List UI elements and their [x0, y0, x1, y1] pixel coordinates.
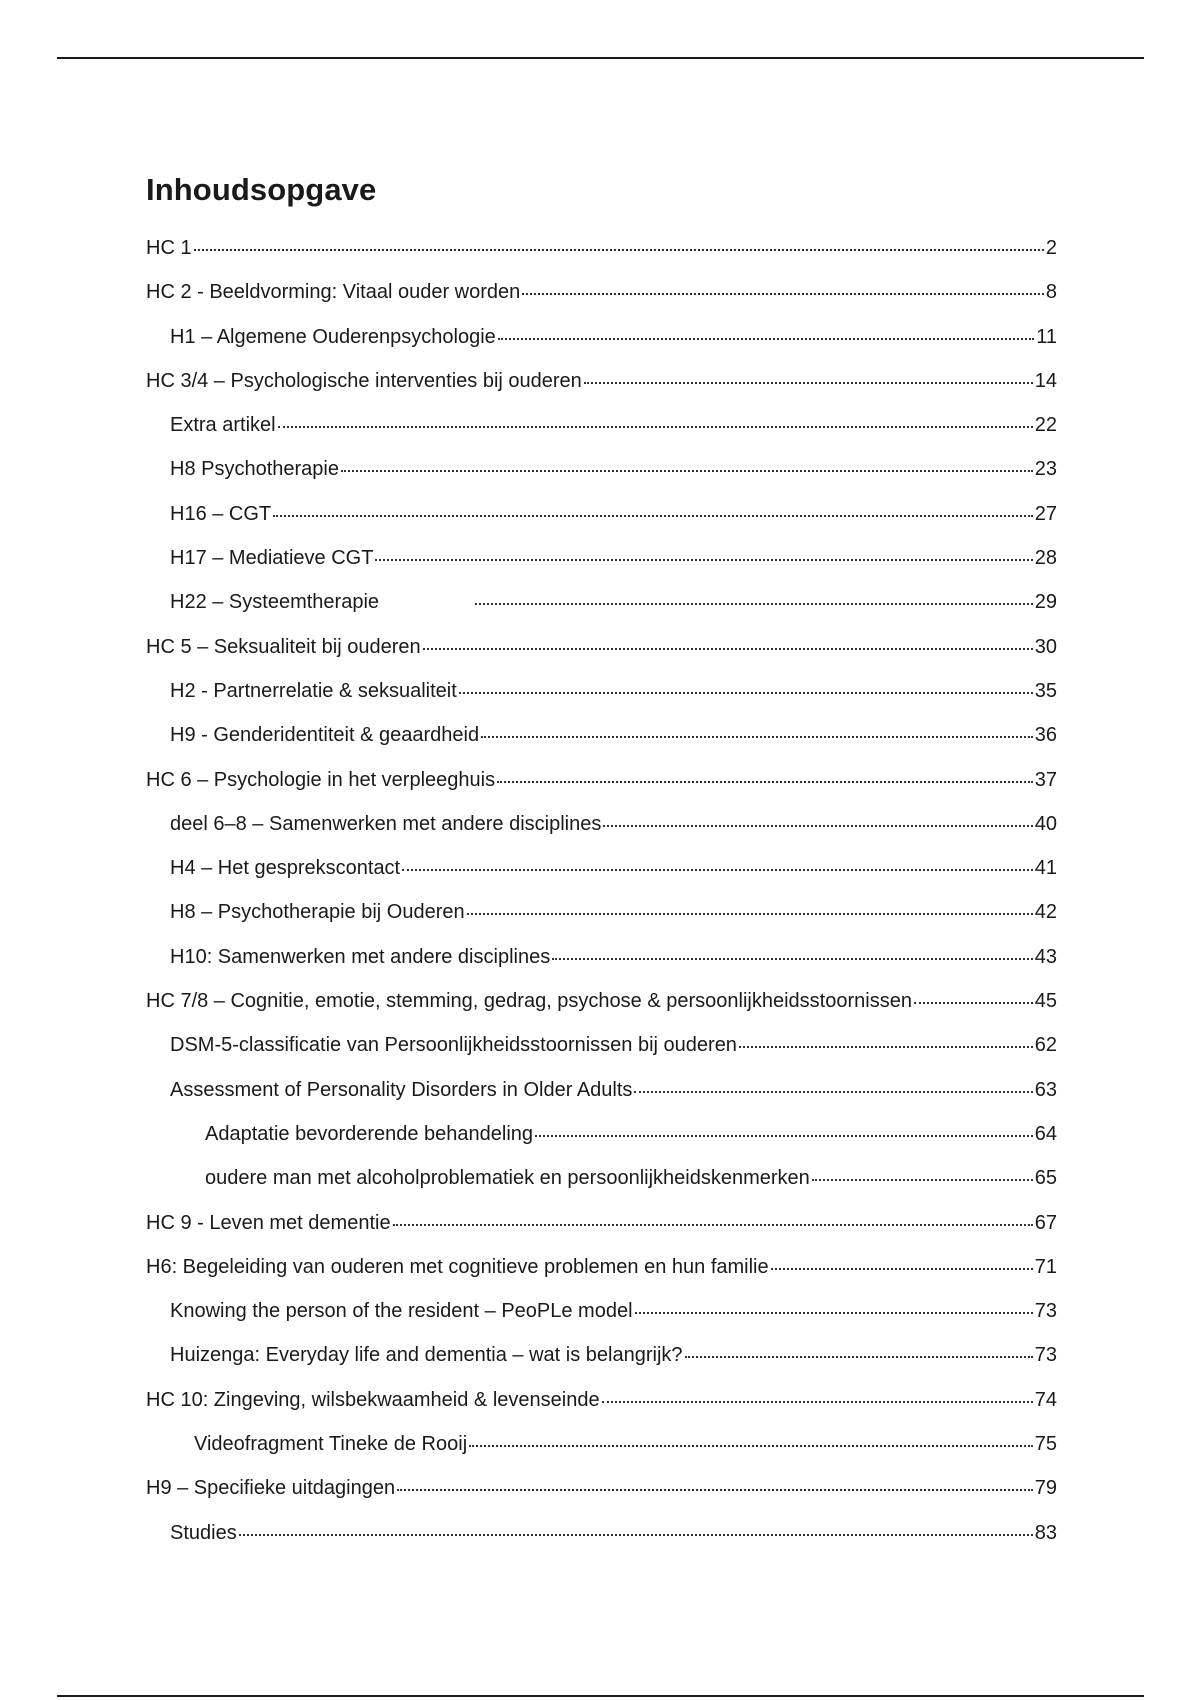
toc-entry-label: H6: Begeleiding van ouderen met cognitieve problemen en hun familie	[146, 1255, 769, 1278]
toc-entry[interactable]	[146, 1333, 1057, 1377]
toc-entry-label: H22 – Systeemtherapie	[170, 591, 380, 614]
toc-entry-page: 45	[1034, 990, 1057, 1013]
toc-entry-page: 74	[1034, 1388, 1057, 1411]
toc-entry[interactable]	[146, 758, 1057, 802]
toc-entry-page: 79	[1034, 1477, 1057, 1500]
toc-entry[interactable]	[146, 1156, 1057, 1200]
toc-entry-page: 36	[1034, 724, 1057, 747]
toc-entry[interactable]	[146, 1289, 1057, 1333]
toc-dot-leader	[535, 1135, 1033, 1137]
toc-dot-leader	[475, 603, 1033, 605]
toc-entry[interactable]	[146, 625, 1057, 669]
toc-entry-page: 8	[1045, 281, 1057, 304]
toc-entry-page: 29	[1034, 591, 1057, 614]
toc-entry[interactable]	[146, 1245, 1057, 1289]
toc-entry-label: HC 7/8 – Cognitie, emotie, stemming, gedrag, psychose & persoonlijkheidsstoornissen	[146, 990, 912, 1013]
toc-entry[interactable]	[146, 1511, 1057, 1555]
toc-entry-page: 40	[1034, 812, 1057, 835]
toc-entry[interactable]	[146, 1023, 1057, 1067]
header-rule	[57, 57, 1144, 59]
toc-entry[interactable]	[146, 315, 1057, 359]
toc-entry[interactable]	[146, 580, 1057, 624]
toc-entry[interactable]	[146, 492, 1057, 536]
toc-entry-label: HC 6 – Psychologie in het verpleeghuis	[146, 768, 496, 791]
toc-entry[interactable]	[146, 1068, 1057, 1112]
toc-entry-label: H2 - Partnerrelatie & seksualiteit	[170, 679, 457, 702]
toc-entry-page: 41	[1034, 857, 1057, 880]
toc-entry-page: 35	[1034, 679, 1057, 702]
toc-entry[interactable]	[146, 1201, 1057, 1245]
toc-entry[interactable]	[146, 447, 1057, 491]
toc-entry[interactable]	[146, 713, 1057, 757]
toc-dot-leader	[194, 249, 1044, 251]
toc-entry-page: 14	[1034, 369, 1057, 392]
toc-entry-page: 65	[1034, 1167, 1057, 1190]
toc-entry[interactable]	[146, 1466, 1057, 1510]
toc-entry-page: 73	[1034, 1344, 1057, 1367]
toc-entry-label: Assessment of Personality Disorders in Older Adults	[170, 1078, 633, 1101]
table-of-contents	[146, 168, 1057, 1555]
toc-dot-leader	[375, 559, 1032, 561]
toc-title: Inhoudsopgave	[146, 172, 377, 207]
toc-entry-page: 23	[1034, 458, 1057, 481]
toc-entry-page: 73	[1034, 1300, 1057, 1323]
toc-dot-leader	[685, 1356, 1033, 1358]
toc-entry[interactable]	[146, 1378, 1057, 1422]
toc-entry-label: HC 2 - Beeldvorming: Vitaal ouder worden	[146, 281, 521, 304]
toc-dot-leader	[497, 781, 1033, 783]
toc-dot-leader	[739, 1046, 1033, 1048]
toc-entry-label: deel 6–8 – Samenwerken met andere disciplines	[170, 812, 602, 835]
toc-list	[146, 226, 1057, 1555]
toc-entry[interactable]	[146, 890, 1057, 934]
toc-dot-leader	[278, 426, 1033, 428]
toc-entry-label: oudere man met alcoholproblematiek en persoonlijkheidskenmerken	[205, 1167, 810, 1190]
toc-dot-leader	[914, 1002, 1033, 1004]
toc-entry-page: 30	[1034, 635, 1057, 658]
toc-dot-leader	[771, 1268, 1033, 1270]
toc-entry-label: HC 3/4 – Psychologische interventies bij ouderen	[146, 369, 582, 392]
toc-entry-page: 62	[1034, 1034, 1057, 1057]
toc-entry-page: 64	[1034, 1122, 1057, 1145]
toc-dot-leader	[498, 338, 1034, 340]
toc-entry-label: HC 1	[146, 237, 192, 259]
toc-entry[interactable]	[146, 270, 1057, 314]
toc-entry-label: Videofragment Tineke de Rooij	[194, 1433, 468, 1456]
toc-entry-label: H8 Psychotherapie	[170, 458, 339, 481]
toc-entry-page: 67	[1034, 1211, 1057, 1234]
toc-dot-leader	[467, 913, 1033, 915]
toc-entry[interactable]	[146, 669, 1057, 713]
toc-entry-page: 37	[1034, 768, 1057, 791]
toc-entry-page: 43	[1034, 945, 1057, 968]
toc-dot-leader	[634, 1091, 1032, 1093]
toc-dot-leader	[522, 293, 1044, 295]
toc-dot-leader	[584, 382, 1033, 384]
toc-entry-page: 28	[1034, 547, 1057, 570]
toc-entry-page: 42	[1034, 901, 1057, 924]
toc-dot-leader	[239, 1534, 1033, 1536]
toc-entry[interactable]	[146, 403, 1057, 447]
toc-entry-page: 27	[1034, 502, 1057, 525]
toc-entry[interactable]	[146, 359, 1057, 403]
toc-entry[interactable]	[146, 1422, 1057, 1466]
toc-entry-label: Adaptatie bevorderende behandeling	[205, 1122, 534, 1145]
toc-entry-label: H16 – CGT	[170, 502, 272, 525]
toc-entry-label: H9 – Specifieke uitdagingen	[146, 1477, 396, 1500]
toc-entry-label: H4 – Het gesprekscontact	[170, 857, 401, 880]
toc-entry-label: H9 - Genderidentiteit & geaardheid	[170, 724, 480, 747]
toc-dot-leader	[341, 470, 1033, 472]
toc-dot-leader	[481, 736, 1033, 738]
toc-entry[interactable]	[146, 1112, 1057, 1156]
toc-entry-label: DSM-5-classificatie van Persoonlijkheidsstoornissen bij ouderen	[170, 1034, 737, 1057]
toc-entry[interactable]	[146, 802, 1057, 846]
toc-dot-leader	[603, 825, 1032, 827]
footer-rule	[57, 1695, 1144, 1697]
toc-entry[interactable]	[146, 935, 1057, 979]
toc-dot-leader	[602, 1401, 1033, 1403]
toc-entry-label: HC 10: Zingeving, wilsbekwaamheid & levenseinde	[146, 1388, 600, 1411]
toc-entry-page: 71	[1034, 1255, 1057, 1278]
toc-entry-label: Studies	[170, 1521, 237, 1544]
toc-entry-page: 83	[1034, 1521, 1057, 1544]
toc-entry-label: H8 – Psychotherapie bij Ouderen	[170, 901, 465, 924]
toc-entry-label: Huizenga: Everyday life and dementia – wat is belangrijk?	[170, 1344, 683, 1367]
toc-dot-leader	[273, 515, 1033, 517]
toc-dot-leader	[423, 648, 1033, 650]
toc-entry[interactable]	[146, 536, 1057, 580]
toc-entry[interactable]	[146, 979, 1057, 1023]
toc-dot-leader	[459, 692, 1033, 694]
toc-dot-leader	[393, 1224, 1033, 1226]
toc-dot-leader	[469, 1445, 1033, 1447]
toc-entry-page: 75	[1034, 1433, 1057, 1456]
toc-entry[interactable]	[146, 226, 1057, 270]
toc-entry[interactable]	[146, 846, 1057, 890]
toc-dot-leader	[635, 1312, 1033, 1314]
toc-entry-label: Knowing the person of the resident – PeoPLe model	[170, 1300, 633, 1323]
toc-entry-label: HC 9 - Leven met dementie	[146, 1211, 391, 1234]
toc-entry-label: Extra artikel	[170, 414, 276, 437]
toc-entry-label: H10: Samenwerken met andere disciplines	[170, 945, 551, 968]
toc-dot-leader	[402, 869, 1033, 871]
toc-entry-page: 63	[1034, 1078, 1057, 1101]
toc-entry-page: 11	[1036, 325, 1057, 348]
toc-entry-page: 2	[1045, 237, 1057, 259]
toc-entry-label: HC 5 – Seksualiteit bij ouderen	[146, 635, 421, 658]
toc-dot-leader	[812, 1179, 1033, 1181]
toc-dot-leader	[552, 958, 1033, 960]
toc-entry-label: H1 – Algemene Ouderenpsychologie	[170, 325, 496, 348]
toc-entry-page: 22	[1034, 414, 1057, 437]
toc-dot-leader	[397, 1489, 1033, 1491]
toc-entry-label: H17 – Mediatieve CGT	[170, 547, 374, 570]
